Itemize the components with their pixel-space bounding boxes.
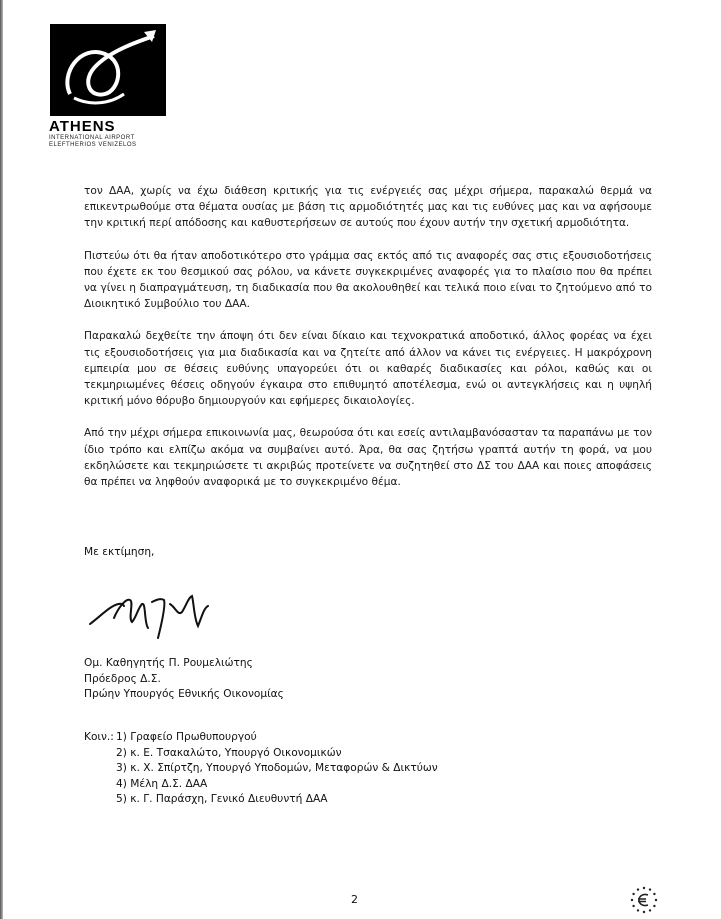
scan-edge — [0, 0, 3, 919]
list-item: 4) Μέλη Δ.Σ. ΔΑΑ — [116, 777, 208, 790]
list-item: 5) κ. Γ. Παράσχη, Γενικό Διευθυντή ΔΑΑ — [116, 793, 328, 805]
signer-role: Πρόεδρος Δ.Σ. — [84, 672, 161, 685]
signature — [86, 578, 216, 642]
paragraph: Πιστεύω ότι θα ήταν αποδοτικότερο στο γράμμα σας εκτός από τις αναφορές σας στις εξουσιοδοτήσεις που έχετε εκ του θεσμικού σας ρόλου, να κάνετε συγκεκριμένες αναφορές για το πλαίσιο που θα πρέπει να γίνει η διαπραγμάτευση, τη διαδικασία που θα ακολουθηθεί και τελικά ποιο είναι το ζητούμενο από το Διοικητικό Συμβούλιο του ΔΑΑ. — [84, 249, 652, 311]
logo-subtitle: INTERNATIONAL AIRPORT — [49, 135, 135, 141]
list-item: 3) κ. Χ. Σπίρτζη, Υπουργό Υποδομών, Μεταφορών & Δικτύων — [116, 762, 438, 774]
signer-former-role: Πρώην Υπουργός Εθνικής Οικονομίας — [84, 688, 284, 700]
cc-label: Κοιν.: — [84, 731, 114, 743]
cc-list — [116, 730, 496, 808]
signer-block — [84, 656, 284, 703]
logo-mark-icon — [50, 24, 166, 116]
list-item: 2) κ. Ε. Τσακαλώτο, Υπουργό Οικονομικών — [116, 746, 342, 759]
letter-body — [84, 183, 652, 506]
page-number: 2 — [351, 893, 358, 906]
closing: Με εκτίμηση, — [84, 546, 155, 558]
list-item: 1) Γραφείο Πρωθυπουργού — [116, 731, 257, 743]
paragraph: τον ΔΑΑ, χωρίς να έχω διάθεση κριτικής για τις ενέργειές σας μέχρι σήμερα, παρακαλώ θερμά να επικεντρωθούμε στα θέματα ουσίας με βάση τις αρμοδιότητές μας και τις ευθύνες μας και να αφήσουμε την κριτική περί απόδοσης και καθυστερήσεων σε αυτούς που έχουν αυτήν την σχετική αρμοδιότητα. — [84, 185, 652, 230]
paragraph: Παρακαλώ δεχθείτε την άποψη ότι δεν είναι δίκαιο και τεχνοκρατικά αποδοτικό, άλλος φορέας να έχει τις εξουσιοδοτήσεις για μια διαδικασία και να ζητείτε από άλλον να κάνει τις ενέργειες. Η μακρόχρονη εμπειρία μου σε θέσεις ευθύνης υπαγορεύει ότι οι καθαρές διαδικασίες και ρόλοι, καθώς και οι τεκμηριωμένες θέσεις οδηγούν έγκαιρα στο επιθυμητό αποτέλεσμα, ενώ οι αντεγκλήσεις και η υψηλή κριτική μόνο θόρυβο δημιουργούν και εφήμερες δικαιολογίες. — [84, 330, 652, 408]
paragraph: Από την μέχρι σήμερα επικοινωνία μας, θεωρούσα ότι και εσείς αντιλαμβανόσασταν τα παραπάνω με τον ίδιο τρόπο και ελπίζω ακόμα να συμβαίνει αυτό. Άρα, θα σας ζητήσω γραπτά αυτήν τη φορά, να μου εκδηλώσετε και τεκμηριώσετε τι ακριβώς προτείνετε να συζητηθεί στο ΔΣ του ΔΑΑ και ποιες αποφάσεις θα πρέπει να ληφθούν αναφορικά με το συγκεκριμένο θέμα. — [84, 427, 652, 489]
logo-name: ATHENS — [49, 118, 116, 135]
eu-emblem-icon — [628, 884, 660, 916]
logo-subtitle-2: ELEFTHERIOS VENIZELOS — [49, 142, 137, 148]
athens-airport-logo — [30, 24, 170, 152]
signer-name: Ομ. Καθηγητής Π. Ρουμελιώτης — [84, 657, 253, 669]
